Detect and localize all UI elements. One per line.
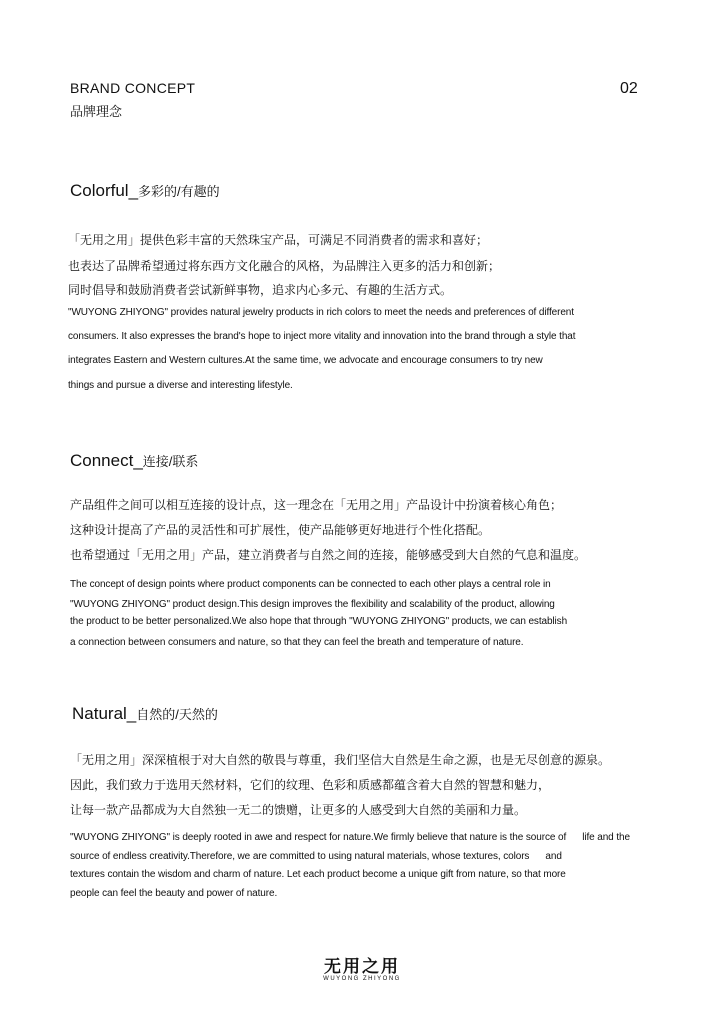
section-label: BRAND CONCEPT <box>70 80 196 96</box>
paragraph-en-line: consumers. It also expresses the brand's hope to inject more vitality and innovation into the brand through a style that <box>68 331 576 342</box>
page-number: 02 <box>620 80 638 97</box>
brand-logo-cn: 无用之用 <box>324 957 400 976</box>
paragraph-en-line: source of endless creativity.Therefore, we are committed to using natural materials, whose textures, colors and <box>70 851 562 862</box>
paragraph-en-line: "WUYONG ZHIYONG" provides natural jewelry products in rich colors to meet the needs and preferences of different <box>68 307 574 318</box>
section-heading-natural <box>72 704 218 724</box>
paragraph-cn-line: 也希望通过「无用之用」产品，建立消费者与自然之间的连接，能够感受到大自然的气息和温度。 <box>70 548 587 562</box>
paragraph-cn-line: 产品组件之间可以相互连接的设计点，这一理念在「无用之用」产品设计中扮演着核心角色； <box>70 498 563 512</box>
paragraph-cn-line: 也表达了品牌希望通过将东西方文化融合的风格，为品牌注入更多的活力和创新； <box>68 259 501 273</box>
paragraph-cn-line: 同时倡导和鼓励消费者尝试新鲜事物，追求内心多元、有趣的生活方式。 <box>68 283 453 297</box>
heading-en: Connect_ <box>70 451 143 470</box>
paragraph-cn-line: 「无用之用」深深植根于对大自然的敬畏与尊重，我们坚信大自然是生命之源，也是无尽创意的源泉。 <box>70 753 611 767</box>
section-heading-connect <box>70 451 198 471</box>
paragraph-cn-line: 「无用之用」提供色彩丰富的天然珠宝产品，可满足不同消费者的需求和喜好； <box>68 233 489 247</box>
heading-en: Colorful_ <box>70 181 139 200</box>
heading-en: Natural_ <box>72 704 137 723</box>
section-heading-colorful <box>70 181 220 201</box>
heading-cn: 多彩的/有趣的 <box>138 184 220 199</box>
section-label-cn: 品牌理念 <box>70 104 123 119</box>
heading-cn: 自然的/天然的 <box>136 707 218 722</box>
paragraph-cn-line: 这种设计提高了产品的灵活性和可扩展性，使产品能够更好地进行个性化搭配。 <box>70 523 491 537</box>
paragraph-cn-line: 让每一款产品都成为大自然独一无二的馈赠，让更多的人感受到大自然的美丽和力量。 <box>70 803 527 817</box>
paragraph-en-line: the product to be better personalized.We also hope that through "WUYONG ZHIYONG" products, we can establish <box>70 616 568 627</box>
paragraph-en-line: integrates Eastern and Western cultures.At the same time, we advocate and encourage consumers to try new <box>68 355 543 366</box>
paragraph-en-line: things and pursue a diverse and interesting lifestyle. <box>68 380 293 391</box>
paragraph-en-line: textures contain the wisdom and charm of nature. Let each product become a unique gift from nature, so that more <box>70 869 566 880</box>
paragraph-en-line: a connection between consumers and nature, so that they can feel the breath and temperature of nature. <box>70 637 524 648</box>
paragraph-en-line: "WUYONG ZHIYONG" is deeply rooted in awe and respect for nature.We firmly believe that nature is the source of life and the <box>70 832 630 843</box>
paragraph-en-line: The concept of design points where product components can be connected to each other plays a central role in <box>70 579 551 590</box>
brand-logo-en: WUYONG ZHIYONG <box>323 976 401 982</box>
heading-cn: 连接/联系 <box>142 454 199 469</box>
paragraph-en-line: "WUYONG ZHIYONG" product design.This design improves the flexibility and scalability of the product, allowing <box>70 599 555 610</box>
paragraph-en-line: people can feel the beauty and power of nature. <box>70 888 278 899</box>
paragraph-cn-line: 因此，我们致力于选用天然材料，它们的纹理、色彩和质感都蕴含着大自然的智慧和魅力， <box>70 778 551 792</box>
